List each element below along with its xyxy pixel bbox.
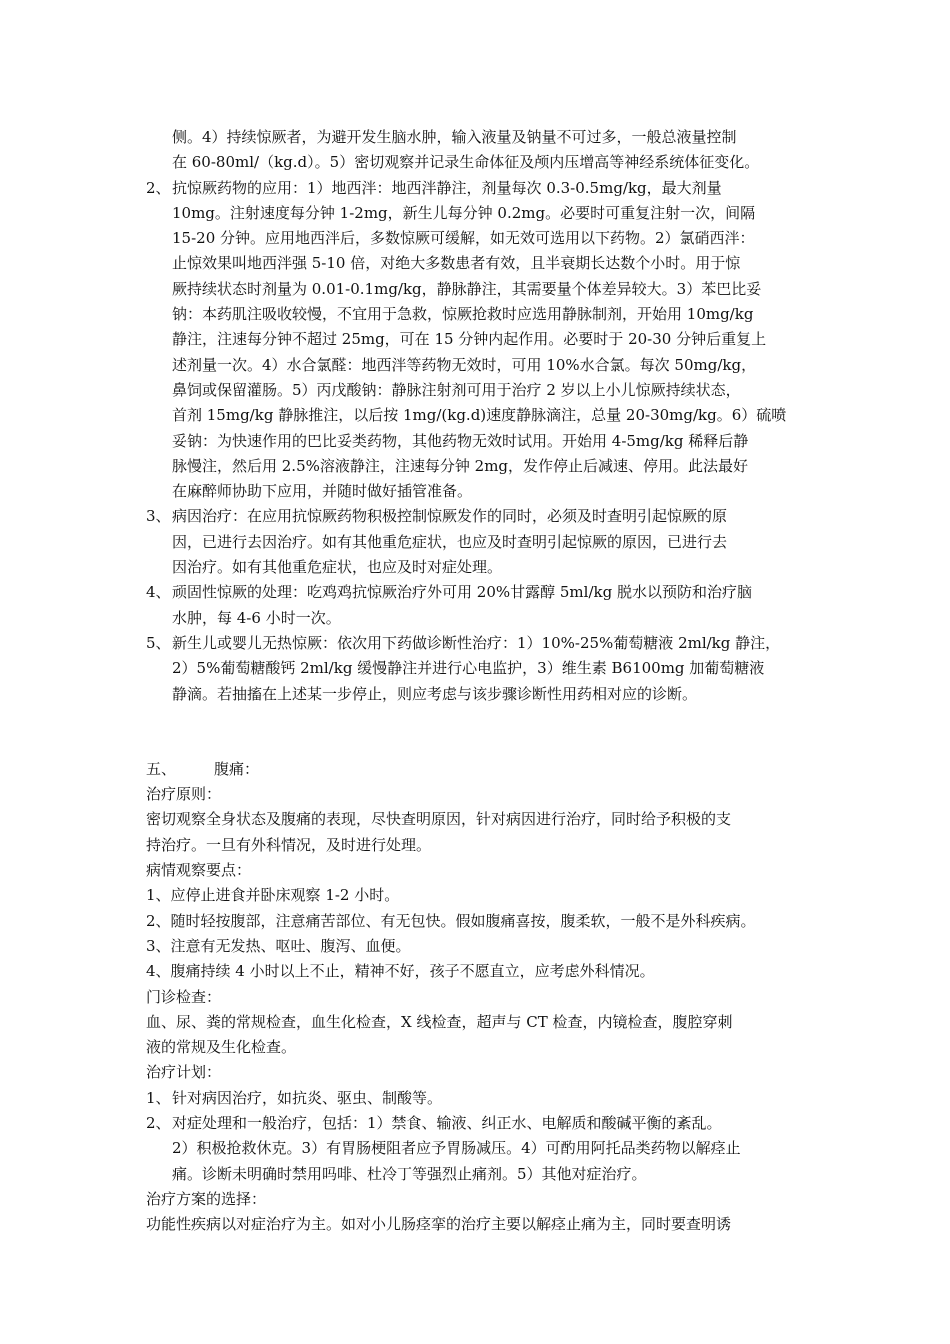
text-line: 液的常规及生化检查。 — [146, 1038, 297, 1057]
text-line: 静注，注速每分钟不超过 25mg，可在 15 分钟内起作用。必要时于 20-30 分钟后重复上 — [172, 330, 767, 349]
text-line: 首剂 15mg/kg 静脉推注，以后按 1mg/(kg.d)速度静脉滴注，总量 20-30mg/kg。6）硫喷 — [172, 406, 787, 425]
treatment-plan-item — [146, 1086, 820, 1111]
list-item-number: 3、 — [146, 507, 171, 526]
treatment-plan-item — [146, 1111, 820, 1187]
section-heading-title: 腹痛： — [214, 759, 260, 778]
text-line: 述剂量一次。4）水合氯醛：地西泮等药物无效时，可用 10%水合氯。每次 50mg/kg， — [172, 355, 757, 374]
observation-item: 3、注意有无发热、呕吐、腹泻、血便。 — [146, 936, 411, 955]
text-line: 鼻饲或保留灌肠。5）丙戊酸钠：静脉注射剂可用于治疗 2 岁以上小儿惊厥持续状态， — [172, 380, 741, 399]
text-line: 止惊效果叫地西泮强 5-10 倍，对绝大多数患者有效，且半衰期长达数个小时。用于惊 — [172, 254, 741, 273]
text-line: 钠：本药肌注吸收较慢，不宜用于急救，惊厥抢救时应选用静脉制剂，开始用 10mg/kg — [172, 305, 754, 324]
observation-label: 病情观察要点： — [146, 861, 252, 880]
section4-continuation — [146, 125, 820, 176]
text-line: 在麻醉师协助下应用，并随时做好插管准备。 — [172, 482, 473, 501]
section-heading-number: 五、 — [146, 759, 177, 778]
text-line: 痛。诊断未明确时禁用吗啡、杜冷丁等强烈止痛剂。5）其他对症治疗。 — [172, 1164, 647, 1183]
text-line: 侧。4）持续惊厥者，为避开发生脑水肿，输入液量及钠量不可过多，一般总液量控制 — [172, 128, 737, 146]
text-line: 静滴。若抽搐在上述某一步停止，则应考虑与该步骤诊断性用药相对应的诊断。 — [172, 684, 698, 703]
observation-item: 4、腹痛持续 4 小时以上不止，精神不好，孩子不愿直立，应考虑外科情况。 — [146, 962, 655, 981]
treatment-principle-label: 治疗原则： — [146, 785, 222, 804]
text-line: 病因治疗：在应用抗惊厥药物积极控制惊厥发作的同时，必须及时查明引起惊厥的原 — [172, 507, 728, 526]
text-line: 顽固性惊厥的处理：吃鸡鸡抗惊厥治疗外可用 20%甘露醇 5ml/kg 脱水以预防和治疗脑 — [172, 583, 752, 602]
outpatient-exam-label: 门诊检查： — [146, 987, 222, 1006]
text-line: 血、尿、粪的常规检查，血生化检查，X 线检查，超声与 CT 检查，内镜检查，腹腔穿刺 — [146, 1012, 733, 1031]
text-line: 在 60-80ml/（kg.d）。5）密切观察并记录生命体征及颅内压增高等神经系统体征变化。 — [172, 153, 760, 172]
list-item-refractory-convulsion — [146, 580, 820, 631]
text-line: 针对病因治疗，如抗炎、驱虫、制酸等。 — [172, 1088, 443, 1107]
text-line: 10mg。注射速度每分钟 1-2mg，新生儿每分钟 0.2mg。必要时可重复注射一次，间隔 — [172, 203, 756, 222]
text-line: 水肿，每 4-6 小时一次。 — [172, 608, 341, 627]
text-line: 抗惊厥药物的应用：1）地西泮：地西泮静注，剂量每次 0.3-0.5mg/kg，最大剂量 — [172, 178, 722, 197]
text-line: 15-20 分钟。应用地西泮后，多数惊厥可缓解，如无效可选用以下药物。2）氯硝西泮： — [172, 229, 755, 248]
treatment-choice-label: 治疗方案的选择： — [146, 1189, 267, 1208]
document-body — [146, 125, 820, 1237]
list-item-anticonvulsant-drugs — [146, 176, 820, 505]
text-line: 对症处理和一般治疗，包括：1）禁食、输液、纠正水、电解质和酸碱平衡的紊乱。 — [172, 1113, 722, 1132]
observation-item: 1、应停止进食并卧床观察 1-2 小时。 — [146, 886, 400, 905]
text-line: 密切观察全身状态及腹痛的表现，尽快查明原因，针对病因进行治疗，同时给予积极的支 — [146, 810, 732, 829]
list-item-etiological-treatment — [146, 504, 820, 580]
section-spacer — [146, 707, 820, 757]
text-line: 新生儿或婴儿无热惊厥：依次用下药做诊断性治疗：1）10%-25%葡萄糖液 2ml/kg 静注， — [172, 633, 781, 652]
text-line: 2）积极抢救休克。3）有胃肠梗阻者应予胃肠减压。4）可酌用阿托品类药物以解痉止 — [172, 1139, 741, 1158]
list-item-number: 1、 — [146, 1088, 171, 1107]
text-line: 妥钠：为快速作用的巴比妥类药物，其他药物无效时试用。开始用 4-5mg/kg 稀释后静 — [172, 431, 749, 450]
text-line: 2）5%葡萄糖酸钙 2ml/kg 缓慢静注并进行心电监护，3）维生素 B6100mg 加葡萄糖液 — [172, 659, 765, 678]
text-line: 因，已进行去因治疗。如有其他重危症状，也应及时查明引起惊厥的原因，已进行去 — [172, 532, 728, 551]
text-line: 脉慢注，然后用 2.5%溶液静注，注速每分钟 2mg，发作停止后减速、停用。此法最好 — [172, 456, 749, 475]
text-line: 因治疗。如有其他重危症状，也应及时对症处理。 — [172, 558, 503, 577]
text-line: 功能性疾病以对症治疗为主。如对小儿肠痉挛的治疗主要以解痉止痛为主，同时要查明诱 — [146, 1215, 732, 1234]
section-heading — [146, 757, 820, 782]
list-item-neonatal-convulsion — [146, 631, 820, 707]
text-line: 厥持续状态时剂量为 0.01-0.1mg/kg，静脉静注，其需要量个体差异较大。3）苯巴比妥 — [172, 279, 762, 298]
treatment-plan-label: 治疗计划： — [146, 1063, 222, 1082]
list-item-number: 5、 — [146, 633, 171, 652]
list-item-number: 2、 — [146, 1113, 171, 1132]
text-line: 持治疗。一旦有外科情况，及时进行处理。 — [146, 835, 432, 854]
list-item-number: 2、 — [146, 178, 171, 197]
list-item-number: 4、 — [146, 583, 171, 602]
observation-item: 2、随时轻按腹部，注意痛苦部位、有无包快。假如腹痛喜按，腹柔软，一般不是外科疾病。 — [146, 911, 756, 930]
